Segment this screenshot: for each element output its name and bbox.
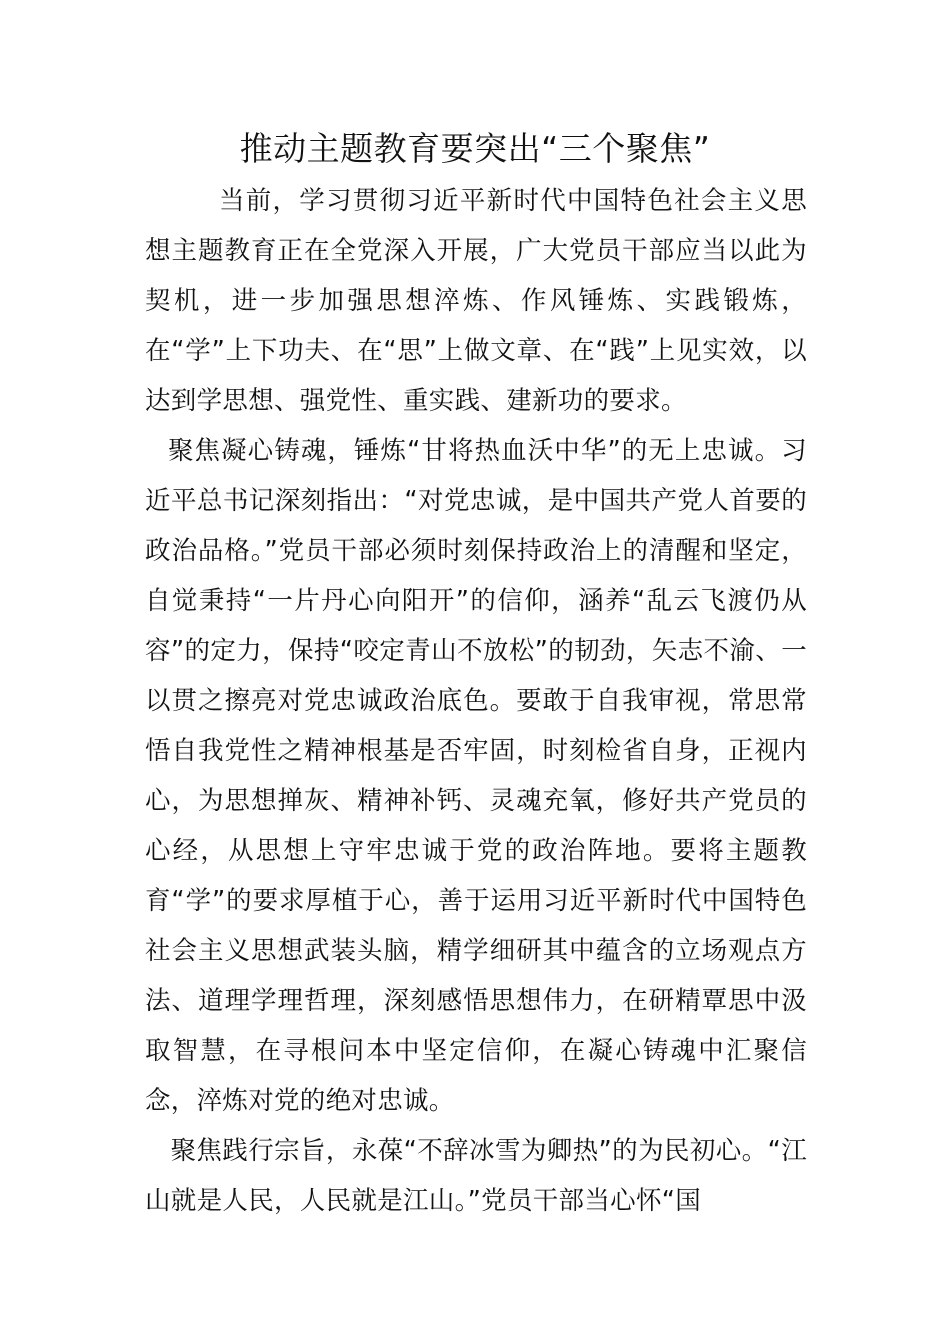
paragraph-people: 聚焦践行宗旨，永葆“不辞冰雪为卿热”的为民初心。“江山就是人民，人民就是江山。”党员干部当心怀“国 [145, 1136, 807, 1216]
paragraph-intro: 当前，学习贯彻习近平新时代中国特色社会主义思想主题教育正在全党深入开展，广大党员干部应当以此为契机，进一步加强思想淬炼、作风锤炼、实践锻炼，在“学”上下功夫、在“思”上做文章、在“践”上见实效，以达到学思想、强党性、重实践、建新功的要求。 [145, 186, 807, 416]
document-title: 推动主题教育要突出“三个聚焦” [239, 129, 711, 168]
document-body [145, 176, 807, 1226]
paragraph-loyalty: 聚焦凝心铸魂，锤炼“甘将热血沃中华”的无上忠诚。习近平总书记深刻指出：“对党忠诚，是中国共产党人首要的政治品格。”党员干部必须时刻保持政治上的清醒和坚定，自觉秉持“一片丹心向阳开”的信仰，涵养“乱云飞渡仍从容”的定力，保持“咬定青山不放松”的韧劲，矢志不渝、一以贯之擦亮对党忠诚政治底色。要敢于自我审视，常思常悟自我党性之精神根基是否牢固，时刻检省自身，正视内心，为思想掸灰、精神补钙、灵魂充氧，修好共产党员的心经，从思想上守牢忠诚于党的政治阵地。要将主题教育“学”的要求厚植于心，善于运用习近平新时代中国特色社会主义思想武装头脑，精学细研其中蕴含的立场观点方法、道理学理哲理，深刻感悟思想伟力，在研精覃思中汲取智慧，在寻根问本中坚定信仰，在凝心铸魂中汇聚信念，淬炼对党的绝对忠诚。 [145, 436, 807, 1116]
